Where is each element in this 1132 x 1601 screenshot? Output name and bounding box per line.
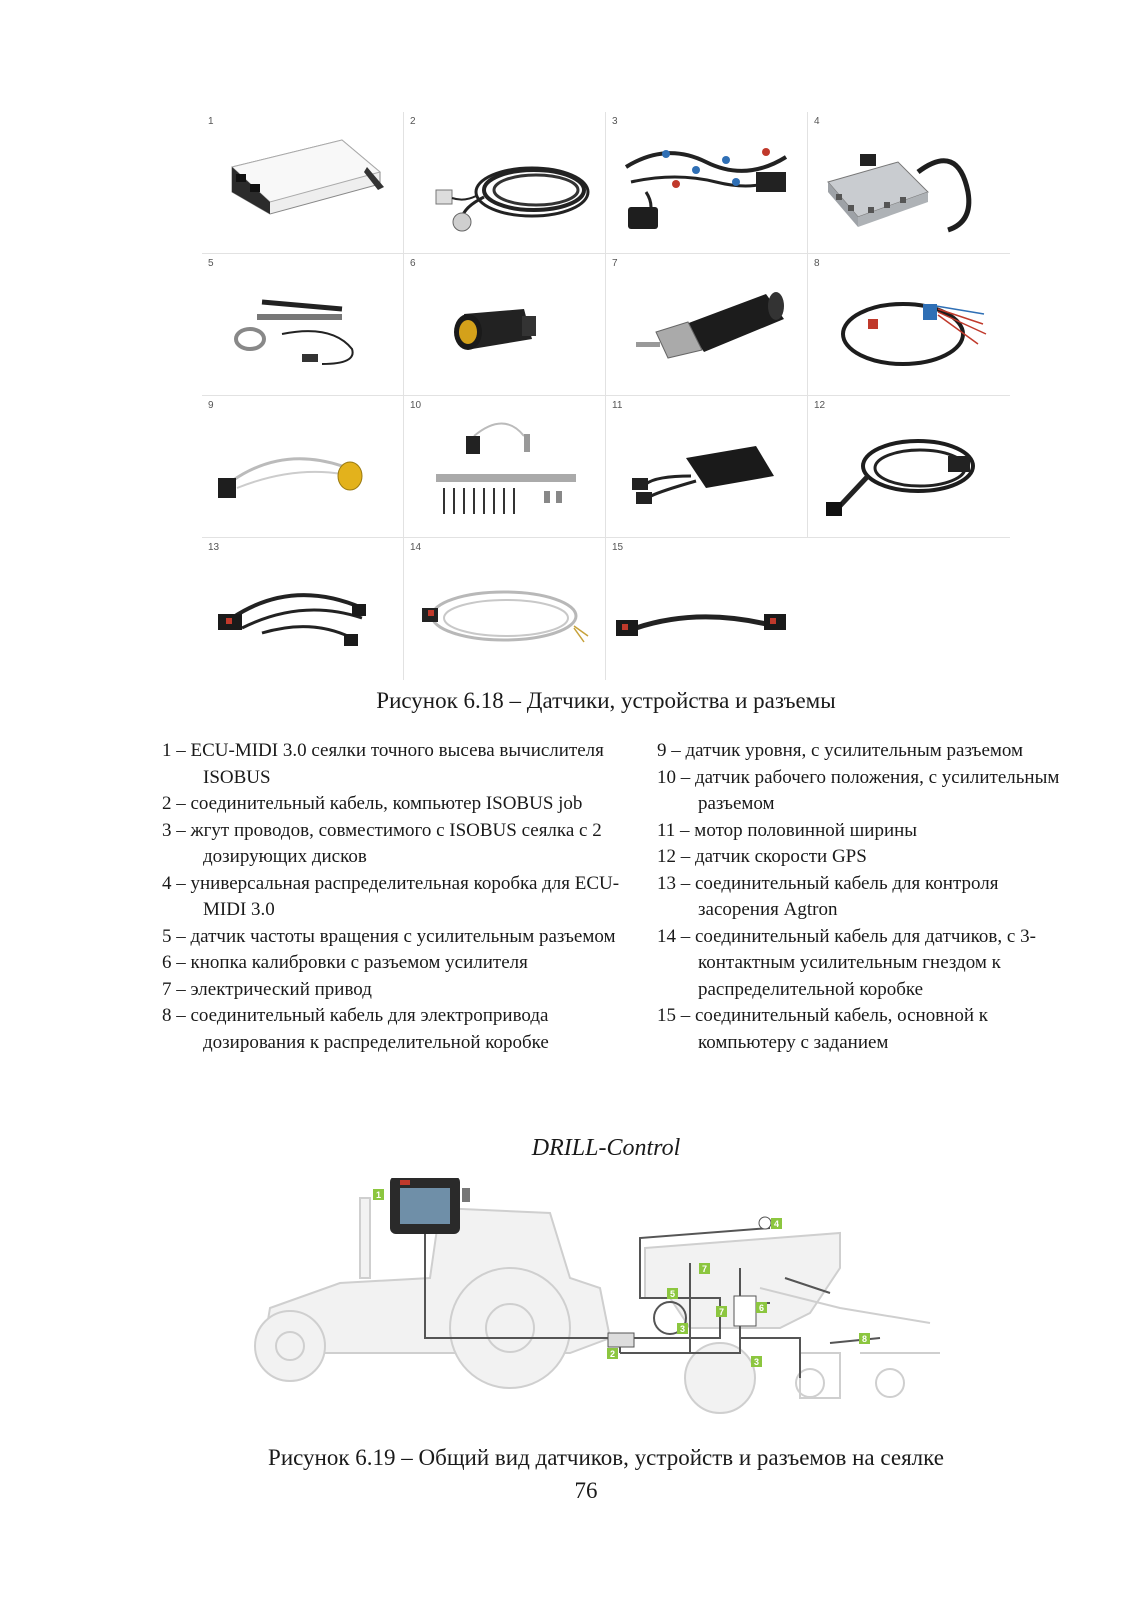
grid-cell — [606, 254, 808, 396]
grid-cell — [404, 254, 606, 396]
legend-item: 7 – электрический привод — [162, 978, 372, 1000]
cell-number: 12 — [814, 400, 826, 411]
grid-cell — [808, 396, 1010, 538]
legend-item: 13 – соединительный кабель для контроля засорения Agtron — [657, 872, 999, 920]
svg-text:4: 4 — [774, 1219, 780, 1229]
grid-cell — [808, 254, 1010, 396]
figure-caption: Рисунок 6.18 – Датчики, устройства и разъемы — [376, 688, 836, 713]
grid-cell — [606, 112, 808, 254]
cable-coil-icon — [404, 112, 606, 254]
electric-drive-icon — [606, 254, 808, 396]
legend-item: 4 – универсальная распределительная коробка для ECU-MIDI 3.0 — [162, 872, 620, 920]
level-sensor-icon — [202, 396, 404, 538]
cell-number: 3 — [612, 116, 618, 127]
grid-cell — [202, 112, 404, 254]
svg-text:6: 6 — [759, 1303, 765, 1313]
legend-item: 2 – соединительный кабель, компьютер ISOBUS job — [162, 793, 583, 814]
components-photo-grid — [202, 112, 1010, 680]
calibration-button-icon — [404, 254, 606, 396]
section-subtitle: DRILL-Control — [531, 1135, 681, 1161]
legend-item: 10 – датчик рабочего положения, с усилительным разъемом — [657, 766, 1060, 814]
cell-number: 10 — [410, 400, 422, 411]
marker-2 — [607, 1348, 618, 1359]
cell-number: 14 — [410, 542, 422, 553]
legend-item: 14 – соединительный кабель для датчиков, с 3-контактным усилительным гнездом к распределительной коробке — [657, 925, 1036, 1000]
svg-text:2: 2 — [610, 1349, 616, 1359]
work-position-sensor-icon — [404, 396, 606, 538]
cell-number: 2 — [410, 116, 416, 127]
grid-cell — [404, 396, 606, 538]
page-number: 76 — [574, 1478, 598, 1503]
grid-cell — [606, 538, 808, 680]
grid-cell — [606, 396, 808, 538]
legend-item: 6 – кнопка калибровки с разъемом усилителя — [162, 952, 528, 973]
drive-cable-icon — [808, 254, 1010, 396]
legend-item: 5 – датчик частоты вращения с усилительным разъемом — [162, 925, 616, 947]
svg-text:1: 1 — [376, 1190, 382, 1200]
legend-item: 1 – ECU-MIDI 3.0 сеялки точного высева вычислителя ISOBUS — [162, 740, 604, 788]
cell-number: 7 — [612, 258, 618, 269]
speed-sensor-icon — [202, 254, 404, 396]
terminal-display-icon — [390, 1178, 470, 1234]
svg-text:3: 3 — [754, 1357, 760, 1367]
legend-left-column — [162, 738, 642, 1056]
marker-3 — [677, 1323, 688, 1334]
cell-number: 13 — [208, 542, 220, 553]
svg-text:8: 8 — [862, 1334, 868, 1344]
legend-item: 11 – мотор половинной ширины — [657, 819, 918, 841]
legend-item: 9 – датчик уровня, с усилительным разъемом — [657, 740, 1024, 761]
legend-item: 3 – жгут проводов, совместимого с ISOBUS сеялка с 2 дозирующих дисков — [162, 819, 602, 867]
cell-number: 8 — [814, 258, 820, 269]
legend-item: 15 – соединительный кабель, основной к компьютеру с заданием — [657, 1005, 988, 1053]
grid-cell — [808, 112, 1010, 254]
marker-3b — [751, 1356, 762, 1367]
sensor-cable-icon — [404, 538, 606, 680]
figure-caption-2: Рисунок 6.19 – Общий вид датчиков, устройств и разъемов на сеялке — [268, 1445, 944, 1470]
grid-cell — [404, 112, 606, 254]
legend-right-column — [657, 738, 1077, 1056]
cell-number: 11 — [612, 400, 623, 411]
cell-number: 9 — [208, 400, 214, 411]
svg-text:7: 7 — [719, 1307, 725, 1317]
wiring-harness-icon — [606, 112, 808, 254]
svg-text:7: 7 — [702, 1264, 708, 1274]
grid-cell — [404, 538, 606, 680]
marker-1 — [373, 1189, 384, 1200]
marker-5 — [667, 1288, 678, 1299]
main-cable-icon — [606, 538, 808, 680]
cell-number: 4 — [814, 116, 820, 127]
grid-cell — [202, 396, 404, 538]
svg-text:5: 5 — [670, 1289, 676, 1299]
cell-number: 5 — [208, 258, 214, 269]
legend-item: 8 – соединительный кабель для электропривода дозирования к распределительной коробке — [162, 1005, 549, 1053]
marker-7b — [716, 1306, 727, 1317]
half-width-motor-icon — [606, 396, 808, 538]
legend-item: 12 – датчик скорости GPS — [657, 846, 867, 867]
distribution-box-icon — [808, 112, 1010, 254]
cell-number: 1 — [208, 116, 214, 127]
grid-cell — [202, 538, 404, 680]
gps-sensor-icon — [808, 396, 1010, 538]
ecu-box-icon — [202, 112, 404, 254]
marker-7 — [699, 1263, 710, 1274]
grid-cell — [202, 254, 404, 396]
agtron-cable-icon — [202, 538, 404, 680]
seeder-schematic-diagram — [240, 1178, 960, 1436]
marker-8 — [859, 1333, 870, 1344]
marker-4 — [771, 1218, 782, 1229]
cell-number: 6 — [410, 258, 416, 269]
cell-number: 15 — [612, 542, 624, 553]
svg-text:3: 3 — [680, 1324, 686, 1334]
marker-6 — [756, 1302, 767, 1313]
